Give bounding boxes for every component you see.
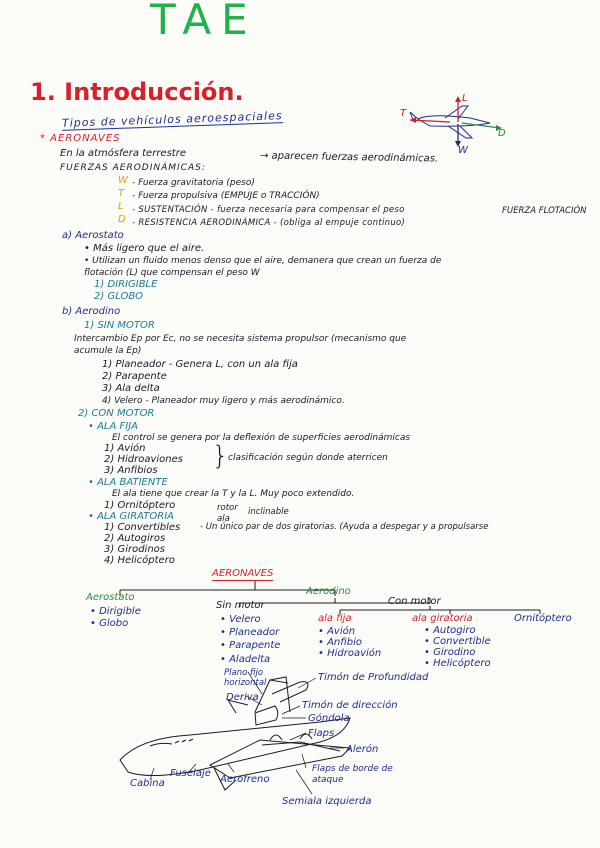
tree-ala-giratoria-item-2: • Convertible [424,636,491,647]
ala-giratoria-item-1: 1) Convertibles [104,522,181,533]
label-aleron: Alerón [346,744,379,755]
ala-fija-item-2: 2) Hidroaviones [104,454,183,465]
convertible-note: - Un único par de dos giratorias. (Ayuda a despegar y a propulsarse [200,522,489,532]
aeronaves-line1: En la atmósfera terrestre [60,148,186,159]
tree-ala-fija-item-3: • Hidroavión [318,648,382,659]
sin-motor-item-1: 1) Planeador - Genera L, con un ala fija [102,359,298,370]
ala-giratoria-item-4: 4) Helicóptero [104,555,175,566]
subtitle: Tipos de vehículos aeroespaciales [61,109,283,130]
ala-giratoria-note-top: rotor [217,503,238,513]
tree-sin-motor-item-1: • Velero [220,614,261,625]
sin-motor-desc-1: Intercambio Ep por Ec, no se necesita sistema propulsor (mecanismo que [74,334,407,344]
force-label-l: L [462,93,468,104]
forces-heading: FUERZAS AERODINÁMICAS: [60,163,206,173]
sin-motor-item-2: 2) Parapente [102,371,167,382]
label-flaps: Flaps [308,728,335,739]
aerostato-heading: a) Aerostato [62,230,124,241]
tree-ala-fija-item-1: • Avión [318,626,356,637]
ala-fija-item-3: 3) Anfibios [104,465,158,476]
ala-fija-heading: • ALA FIJA [88,421,138,432]
ala-batiente-desc: El ala tiene que crear la T y la L. Muy poco extendido. [112,489,355,499]
tree-ala-giratoria-item-4: • Helicóptero [424,658,491,669]
ala-giratoria-heading: • ALA GIRATORIA [88,511,174,522]
force-label-w: W [458,145,468,156]
ala-fija-desc: El control se genera por la deflexión de superficies aerodinámicas [112,433,411,443]
aerostato-line-1: • Más ligero que el aire. [84,243,205,254]
label-flaps-borde: Flaps de borde de ataque [312,764,393,785]
aerostato-item-2: 2) GLOBO [94,291,144,302]
label-semiala: Semiala izquierda [282,796,372,807]
force-text-l: - SUSTENTACIÓN - fuerza necesaria para compensar el peso [132,205,405,215]
section-heading: 1. Introducción. [30,78,244,106]
force-symbol-d: D [118,214,126,225]
ala-batiente-heading: • ALA BATIENTE [88,477,168,488]
tree-aerodino: Aerodino [306,586,351,597]
con-motor-heading: 2) CON MOTOR [78,408,155,419]
brace-icon: } [212,441,229,471]
page-title: TAE [150,0,258,44]
tree-ala-fija: ala fija [318,613,352,624]
force-label-t: T [400,108,407,119]
sin-motor-item-4: 4) Velero - Planeador muy ligero y más aerodinámico. [102,396,345,406]
label-timon-direccion: Timón de dirección [302,700,398,711]
force-text-d: - RESISTENCIA AERODINÁMICA - (obliga al empuje continuo) [132,218,406,228]
tree-aerostato-item-1: • Dirigible [90,606,141,617]
label-gondola: Góndola [308,713,350,724]
ala-giratoria-item-3: 3) Girodinos [104,544,165,555]
aerodino-heading: b) Aerodino [62,306,121,317]
ala-batiente-item-1: 1) Ornitóptero [104,500,176,511]
ala-giratoria-note-right: inclinable [248,507,289,517]
tree-ala-giratoria-item-3: • Girodino [424,647,476,658]
tree-sin-motor-item-4: • Aladelta [220,654,271,665]
ala-fija-brace-note: clasificación según donde aterricen [228,453,388,463]
label-cabina: Cabina [130,778,165,789]
label-fuselaje: Fuselaje [170,768,211,779]
force-symbol-t: T [118,188,125,199]
tree-ornitoptero: Ornitóptero [514,613,572,624]
aerostato-item-1: 1) DIRIGIBLE [94,279,158,290]
label-plano-fijo: Plano fijo horizontal [224,668,267,688]
force-extra-l: FUERZA FLOTACIÓN [502,206,587,216]
aerostato-line-2: • Utilizan un fluido menos denso que el aire, demanera que crean un fuerza de [84,256,442,266]
tree-sin-motor: Sin motor [216,600,265,611]
aerostato-line-3: flotación (L) que compensan el peso W [84,268,260,278]
ala-giratoria-note-mid: ala [217,514,230,524]
sin-motor-desc-2: acumule la Ep) [74,346,142,356]
tree-ala-fija-item-2: • Anfibio [318,637,362,648]
ala-giratoria-item-2: 2) Autogiros [104,533,166,544]
force-text-w: - Fuerza gravitatoria (peso) [132,178,255,188]
label-timon-profundidad: Timón de Profundidad [318,672,429,683]
tree-ala-giratoria-item-1: • Autogiro [424,625,476,636]
sin-motor-item-3: 3) Ala delta [102,383,160,394]
tree-sin-motor-item-2: • Planeador [220,627,280,638]
tree-sin-motor-item-3: • Parapente [220,640,281,651]
tree-aerostato-item-2: • Globo [90,618,129,629]
label-deriva: Deriva [226,692,259,703]
force-symbol-l: L [118,201,124,212]
tree-con-motor: Con motor [388,596,441,607]
tree-ala-giratoria: ala giratoria [412,613,473,624]
tree-root: AERONAVES [212,568,274,579]
tree-aerostato: Aerostato [86,592,135,603]
aeronaves-label: * AERONAVES [40,133,121,144]
label-aerofreno: Aerofreno [220,774,270,785]
ala-fija-item-1: 1) Avión [104,443,146,454]
force-symbol-w: W [118,175,128,186]
sin-motor-heading: 1) SIN MOTOR [84,320,155,331]
force-text-t: - Fuerza propulsiva (EMPUJE o TRACCIÓN) [132,191,320,201]
force-label-d: D [498,128,506,139]
aeronaves-line1-arrow: → aparecen fuerzas aerodinámicas. [259,150,439,165]
